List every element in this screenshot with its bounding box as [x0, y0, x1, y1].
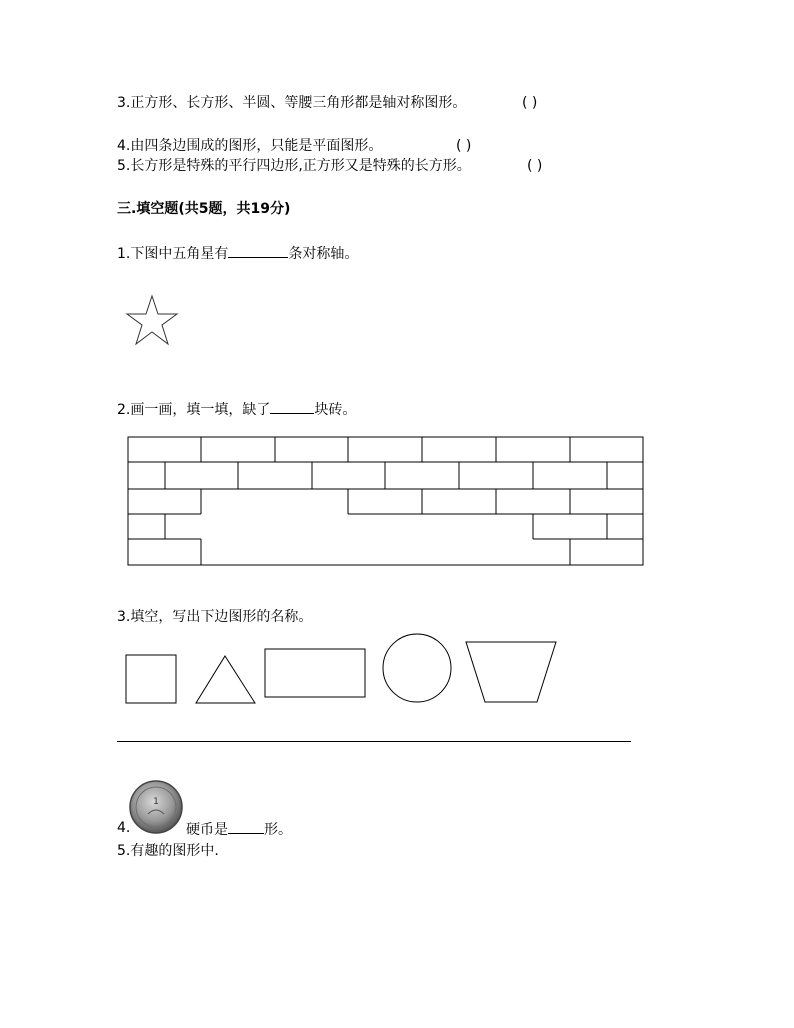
judge-q3-text: 3.正方形、长方形、半圆、等腰三角形都是轴对称图形。: [117, 95, 467, 111]
fill-q5: [117, 842, 219, 860]
judge-q5-answer-paren[interactable]: ( ): [527, 158, 543, 174]
fill-q4-post: 形。: [264, 822, 292, 838]
judge-q5-text: 5.长方形是特殊的平行四边形,正方形又是特殊的长方形。: [117, 158, 471, 174]
judge-q3: [117, 94, 466, 112]
fill-q4: [117, 819, 130, 837]
rectangle-shape: [265, 649, 365, 697]
fill-q2-post: 块砖。: [314, 402, 357, 418]
brick-wall: [127, 436, 645, 568]
judge-q4-answer-paren[interactable]: ( ): [456, 138, 472, 154]
fill-q1-blank[interactable]: [228, 243, 288, 258]
fill-q4-num: 4.: [117, 820, 131, 836]
fill-q4-pre: 硬币是: [186, 822, 228, 838]
judge-q5: [117, 157, 471, 175]
fill-q3: [117, 608, 312, 626]
coin-label: 1: [153, 797, 159, 807]
shapes-row: [124, 632, 564, 708]
fill-q4-body: [186, 819, 292, 839]
fill-q1-post: 条对称轴。: [288, 246, 359, 262]
judge-q4-text: 4.由四条边围成的图形，只能是平面图形。: [117, 138, 383, 154]
trapezoid-shape: [466, 642, 556, 702]
judge-q4: [117, 137, 382, 155]
section-heading: 三.填空题(共5题，共19分): [117, 201, 291, 217]
fill-q2-blank[interactable]: [270, 399, 314, 414]
fill-q4-blank[interactable]: [228, 819, 264, 834]
triangle-shape: [196, 656, 255, 703]
fill-q1-pre: 1.下图中五角星有: [117, 246, 229, 262]
circle-shape: [383, 634, 451, 702]
square-shape: [126, 655, 176, 703]
fill-q2-pre: 2.画一画，填一填，缺了: [117, 402, 271, 418]
judge-q3-answer-paren[interactable]: ( ): [522, 95, 538, 111]
fill-q1: [117, 243, 358, 263]
coin-image: [128, 780, 186, 836]
star-figure: [125, 294, 185, 354]
fill-q3-text: 3.填空，写出下边图形的名称。: [117, 609, 313, 625]
answer-line[interactable]: [117, 741, 631, 742]
fill-q2: [117, 399, 356, 419]
fill-q5-text: 5.有趣的图形中.: [117, 843, 219, 859]
